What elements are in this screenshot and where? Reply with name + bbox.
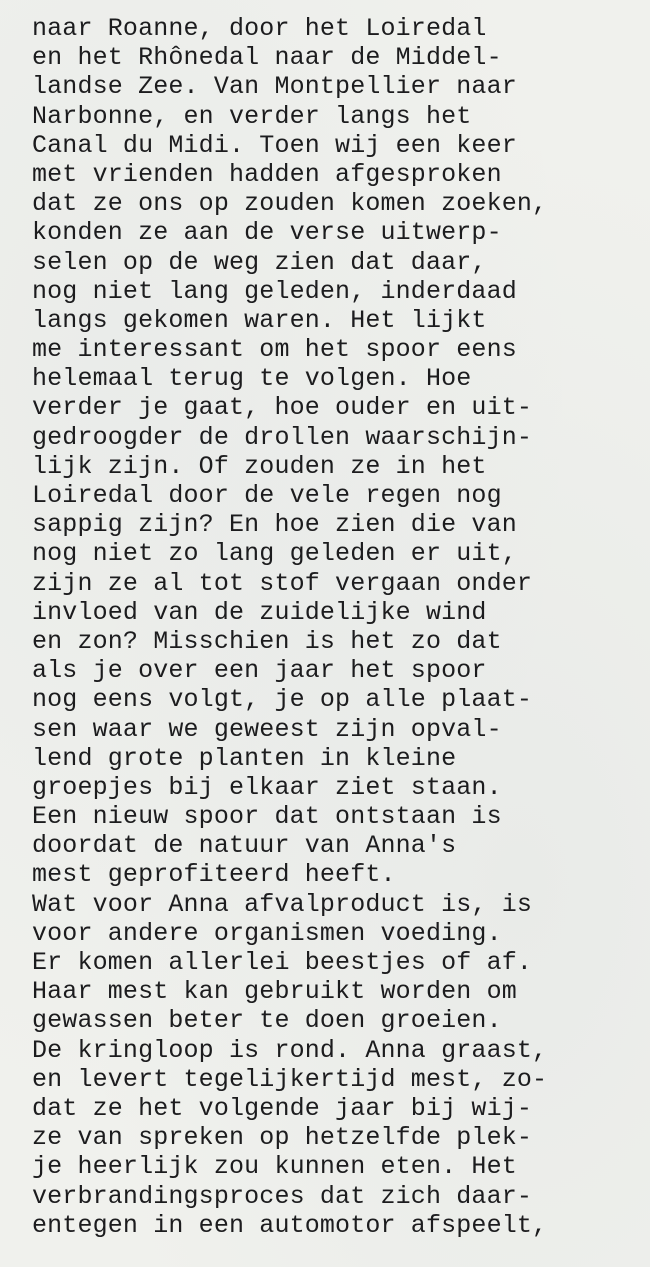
text-line: mest geprofiteerd heeft. xyxy=(32,860,396,890)
text-line: sappig zijn? En hoe zien die van xyxy=(32,510,517,540)
text-line: dat ze het volgende jaar bij wij- xyxy=(32,1093,533,1123)
text-line: De kringloop is rond. Anna graast, xyxy=(32,1035,548,1065)
text-line: doordat de natuur van Anna's xyxy=(32,831,457,861)
text-line: als je over een jaar het spoor xyxy=(32,656,487,686)
text-line: Wat voor Anna afvalproduct is, is xyxy=(32,889,533,919)
text-line: Narbonne, en verder langs het xyxy=(32,101,472,131)
text-line: invloed van de zuidelijke wind xyxy=(32,597,487,627)
text-line: nog eens volgt, je op alle plaat- xyxy=(32,685,533,715)
text-line: met vrienden hadden afgesproken xyxy=(32,159,502,189)
text-line: je heerlijk zou kunnen eten. Het xyxy=(32,1152,517,1182)
text-line: me interessant om het spoor eens xyxy=(32,335,517,365)
typewritten-text xyxy=(32,14,632,1240)
text-line: Er komen allerlei beestjes of af. xyxy=(32,948,533,977)
text-line: gedroogder de drollen waarschijn- xyxy=(32,422,533,452)
text-line: verder je gaat, hoe ouder en uit- xyxy=(32,393,533,423)
text-line: dat ze ons op zouden komen zoeken, xyxy=(32,189,548,219)
text-line: helemaal terug te volgen. Hoe xyxy=(32,364,472,394)
text-line: sen waar we geweest zijn opval- xyxy=(32,714,502,744)
text-line: voor andere organismen voeding. xyxy=(32,918,502,948)
text-line: lend grote planten in kleine xyxy=(32,743,457,773)
text-line: konden ze aan de verse uitwerp- xyxy=(32,218,502,248)
text-line: entegen in een automotor afspeelt, xyxy=(32,1210,548,1240)
text-line: ze van spreken op hetzelfde plek- xyxy=(32,1123,533,1153)
text-line: gewassen beter te doen groeien. xyxy=(32,1006,502,1036)
text-line: en zon? Misschien is het zo dat xyxy=(32,626,502,656)
text-line: lijk zijn. Of zouden ze in het xyxy=(32,451,487,481)
text-line: naar Roanne, door het Loiredal xyxy=(32,14,487,43)
text-line: Een nieuw spoor dat ontstaan is xyxy=(32,802,502,832)
text-line: landse Zee. Van Montpellier naar xyxy=(32,72,517,102)
text-line: zijn ze al tot stof vergaan onder xyxy=(32,568,533,598)
text-line: Haar mest kan gebruikt worden om xyxy=(32,977,517,1007)
text-line: verbrandingsproces dat zich daar- xyxy=(32,1181,533,1211)
text-line: groepjes bij elkaar ziet staan. xyxy=(32,772,502,802)
text-line: nog niet zo lang geleden er uit, xyxy=(32,539,517,569)
text-line: en levert tegelijkertijd mest, zo- xyxy=(32,1064,548,1094)
text-line: en het Rhônedal naar de Middel- xyxy=(32,43,502,73)
text-line: langs gekomen waren. Het lijkt xyxy=(32,305,487,335)
text-line: Loiredal door de vele regen nog xyxy=(32,481,502,510)
text-line: nog niet lang geleden, inderdaad xyxy=(32,276,517,306)
text-line: selen op de weg zien dat daar, xyxy=(32,247,487,277)
text-line: Canal du Midi. Toen wij een keer xyxy=(32,130,517,160)
